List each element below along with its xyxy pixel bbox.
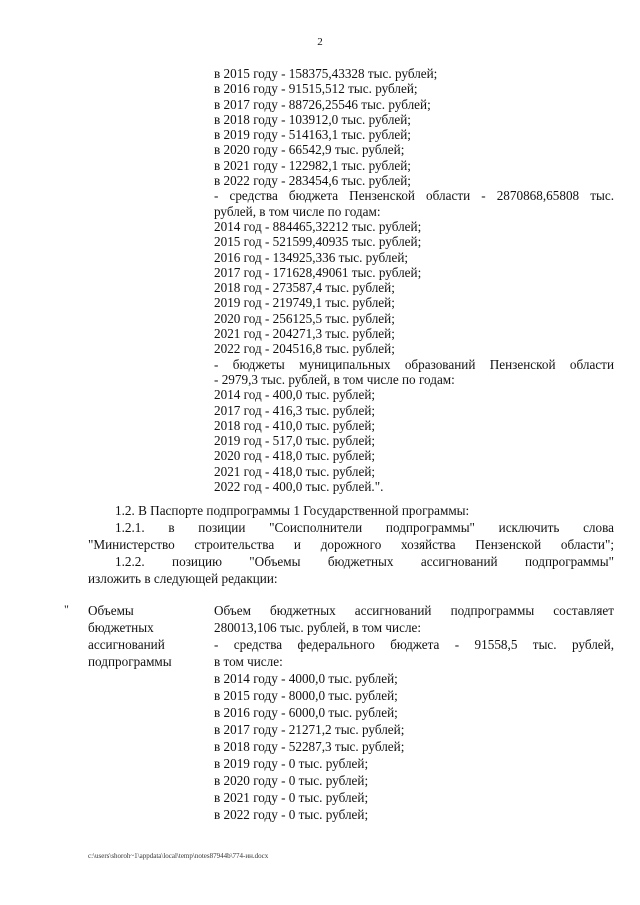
list-line: рублей, в том числе по годам: [214, 203, 381, 219]
paragraph-1-2-1: 1.2.1. в позиции "Соисполнители подпрограммы" исключить слова [115, 520, 614, 535]
list-line: - бюджеты муниципальных образований Пензенской области [214, 356, 614, 372]
label-line: ассигнований [88, 637, 165, 652]
list-line: 2018 год - 273587,4 тыс. рублей; [214, 280, 395, 296]
value-line: в 2016 году - 6000,0 тыс. рублей; [214, 705, 398, 720]
list-line: в 2017 году - 88726,25546 тыс. рублей; [214, 96, 431, 112]
list-line: 2015 год - 521599,40935 тыс. рублей; [214, 234, 422, 250]
list-line: в 2015 году - 158375,43328 тыс. рублей; [214, 66, 438, 81]
funding-list-continued [214, 66, 614, 494]
paragraph-1-2-1-cont: "Министерство строительства и дорожного хозяйства Пензенской области"; [88, 537, 614, 552]
file-path-footer: c:\users\shoroh~1\appdata\local\temp\notes87944b\774-ин.docx [88, 852, 269, 860]
list-line: 2016 год - 134925,336 тыс. рублей; [214, 249, 409, 265]
value-line: в 2015 году - 8000,0 тыс. рублей; [214, 688, 398, 703]
value-line: Объем бюджетных ассигнований подпрограммы составляет [214, 603, 614, 618]
list-line: 2021 год - 204271,3 тыс. рублей; [214, 326, 395, 342]
list-line: - средства бюджета Пензенской области - 2870868,65808 тыс. [214, 188, 614, 204]
label-line: бюджетных [88, 620, 154, 635]
value-line: 280013,106 тыс. рублей, в том числе: [214, 620, 422, 635]
paragraph-1-2-2-cont: изложить в следующей редакции: [88, 571, 278, 586]
paragraph-1-2-2: 1.2.2. позицию "Объемы бюджетных ассигнований подпрограммы" [115, 554, 614, 569]
list-line: в 2018 году - 103912,0 тыс. рублей; [214, 111, 411, 127]
list-line: 2022 год - 204516,8 тыс. рублей; [214, 341, 395, 357]
amendment-paragraphs [88, 502, 614, 587]
value-line: в 2020 году - 0 тыс. рублей; [214, 773, 369, 788]
list-line: 2017 год - 416,3 тыс. рублей; [214, 402, 376, 418]
page-number: 2 [317, 36, 323, 48]
list-line: 2020 год - 418,0 тыс. рублей; [214, 448, 376, 464]
value-line: в 2021 году - 0 тыс. рублей; [214, 790, 369, 805]
position-label [88, 602, 198, 670]
position-value [214, 602, 614, 823]
list-line: 2019 год - 517,0 тыс. рублей; [214, 433, 376, 449]
list-line: 2022 год - 400,0 тыс. рублей.". [214, 479, 384, 495]
value-line: в 2022 году - 0 тыс. рублей; [214, 807, 369, 822]
paragraph-1-2: 1.2. В Паспорте подпрограммы 1 Государственной программы: [115, 503, 470, 518]
value-line: в 2018 году - 52287,3 тыс. рублей; [214, 739, 405, 754]
value-line: в 2019 году - 0 тыс. рублей; [214, 756, 369, 771]
opening-quote: " [64, 602, 69, 616]
value-line: в том числе: [214, 654, 283, 669]
list-line: в 2022 году - 283454,6 тыс. рублей; [214, 173, 411, 189]
list-line: 2014 год - 400,0 тыс. рублей; [214, 387, 376, 403]
value-line: - средства федерального бюджета - 91558,5 тыс. рублей, [214, 637, 614, 652]
list-line: в 2019 году - 514163,1 тыс. рублей; [214, 127, 411, 143]
list-line: в 2020 году - 66542,9 тыс. рублей; [214, 142, 405, 158]
list-line: - 2979,3 тыс. рублей, в том числе по годам: [214, 371, 455, 387]
value-line: в 2014 году - 4000,0 тыс. рублей; [214, 671, 398, 686]
list-line: в 2021 году - 122982,1 тыс. рублей; [214, 157, 411, 173]
list-line: 2021 год - 418,0 тыс. рублей; [214, 463, 376, 479]
list-line: 2020 год - 256125,5 тыс. рублей; [214, 310, 395, 326]
list-line: в 2016 году - 91515,512 тыс. рублей; [214, 81, 418, 97]
list-line: 2018 год - 410,0 тыс. рублей; [214, 417, 376, 433]
list-line: 2019 год - 219749,1 тыс. рублей; [214, 295, 395, 311]
value-line: в 2017 году - 21271,2 тыс. рублей; [214, 722, 405, 737]
label-line: подпрограммы [88, 654, 172, 669]
list-line: 2017 год - 171628,49061 тыс. рублей; [214, 264, 422, 280]
list-line: 2014 год - 884465,32212 тыс. рублей; [214, 218, 422, 234]
label-line: Объемы [88, 603, 134, 618]
